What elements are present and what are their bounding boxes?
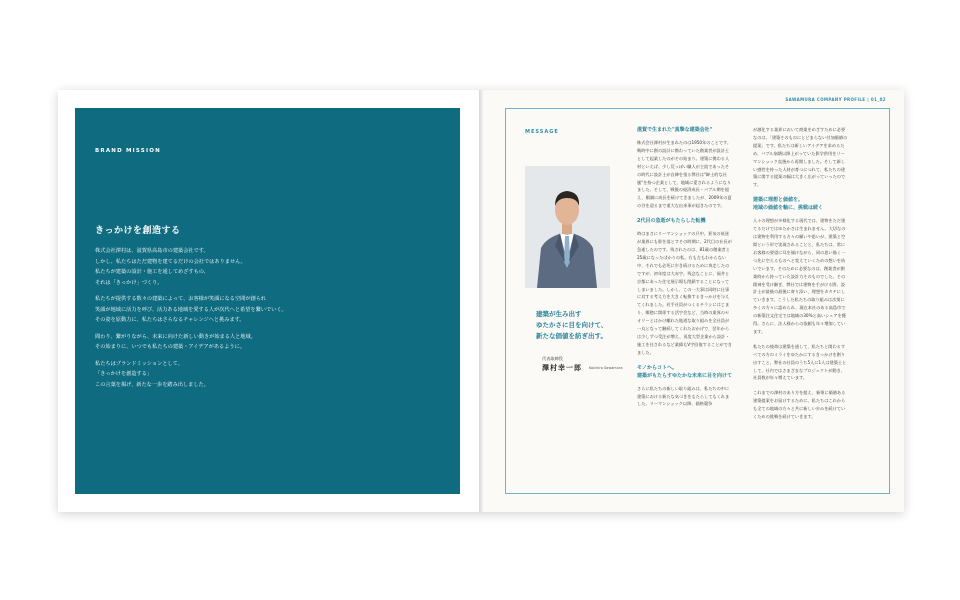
column-text: が激化する業界において商業をめざすために必要なのは、「建築そのものにとどまらない付加価値の提案」です。私たちは新しいアイデアを求めるため、バブル崩壊以降上がっていた影学供用をリーマンショック直後から再開しました。そして新しい感性を持った人材が育つにつれて、私たちの建築に関する提案の幅は大きく広がっていったのです。 bbox=[753, 127, 848, 188]
section-label: MESSAGE bbox=[525, 129, 559, 135]
catch-copy: 建築が生み出す ゆたかさに目を向けて、 新たな価値を紡ぎ出す。 bbox=[536, 310, 608, 340]
column-text: 私たちの使命は建築を通して、私たちと関わるすべての方のミライをゆたかにするきっかけを創り出すこと。弊社の社員のうち5人に1人は建築士として、社内ではさまざまなプロジェクトが動き、社員数が年々増えています。 bbox=[753, 343, 847, 381]
column-heading: 滋賀で生まれた"真摯な建築会社" bbox=[637, 127, 713, 133]
mission-paragraph: 間わり、繋がりながら、未来に向けた新しい動きが始まる人と地域。 その始まりに、いつでも私たちの建築・アイデアがあるように。 bbox=[95, 333, 256, 350]
mission-body bbox=[95, 246, 425, 396]
column-text: さらに私たちの新しい取り組みは、私たちの中に建築における新たな気づきをもたらしてもくれました。リーマンショック以降、価格競争 bbox=[637, 385, 730, 407]
column-text: 株式会社澤村が生まれたのは1950年のことです。戦時中に創の設計に携わっていた創業者が設計士として起業したのがその始まり。建築に携わる人材といえば、少し荒っぽい職人が主流であったその時代に設計士が自陣を張る弊社は"紳士的な社風"を持つ企業として、地域に愛されるようになりました。そして、戦後の経済成長・バブル期を超え、順調に成長を続けてきましたが、2009年の夏の谷を迎るまで重大な出来事が起きたのです。 bbox=[637, 140, 732, 209]
column-heading: 2代目の急逝がもたらした転機 bbox=[637, 218, 706, 225]
mission-paragraph: 私たちが提供する数々の建築によって、お客様が笑顔になる空間が創られ 笑顔が地域に活力を呼び、活力ある地域を愛する人が次代へと希望を繋いでいく。 その姿を原動力に、私たちはさらなるチャレンジへと挑みます。 bbox=[95, 296, 287, 323]
section-label: BRAND MISSION bbox=[95, 148, 161, 154]
folio: SAWAMURA COMPANY PROFILE | 01_02 bbox=[785, 97, 886, 102]
ceo-name-english: Koichiro Sawamura bbox=[589, 366, 623, 370]
ceo-role: 代表取締役 bbox=[542, 356, 563, 361]
message-frame bbox=[505, 108, 890, 494]
column-heading: 建築に理想と価値を。 地域の価値を軸に、挑戦は続く bbox=[753, 197, 824, 212]
left-page bbox=[58, 90, 479, 512]
column-text: これまでの澤村のあり方を超え、新領に価値ある建築提案をお届けするために。私たちはこれからも全ての地域の方々と共に新しい歩みを続けていくための挑戦を続けていきます。 bbox=[753, 390, 846, 420]
column-text: 時はまさにリーマンショックの只中。景気の低迷が業界にも影を落とすその時期に、2代目の社長が急逝したのです。残されたのは、81歳の創業者と25歳になったばかりの私。右も左もわからない中、それでも必死に歩き続けるために奔走したのですが、初年度は大赤字。残念なことに、福井と京都にあった住宅展示場も閉鎖することになってしまいました。しかし、この一大事は同時に仕事に対する考え方を大きく転換するきっかけを与えてくれました。若手社員がつくるチラシにはじまり、郷愁に関係する活字会など、当時の業界のセオリーとはかけ離れた地道な取り組みを全社員が一丸となって継続してくれたおかげで、翌年からは少しずつ受注が増え、再度大型企業から設計・施工を任されるなど業績もV字回復することができました。 bbox=[637, 231, 732, 355]
column-text: 人々の理想が多様化する現代では、建物をただ建てるだけではゆたかさは生まれません。大切なのは建物を利用する方々の願いや思いが、建築と空間という形で実現されることと、私たちは、常にお客様の要望に耳を傾けながら、同の思い描く一つ先に空えるものへと変えていくための想いを紡いでいます。そのために必要なのは、創業者が創業時から持っていた設計力そのものでした。その精神を受け継ぎ、弊社では建物を手がける際、設計士が最後の最後に寄り添い、理想をカタチにしていきます。こうした私たちの取り組みは次第に多くの方々に認められ、現在本社のある高島市での新築注文住宅では地域の30%と高いシェアを獲得。さらに、法人様からの依頼も年々増加しています。 bbox=[753, 218, 846, 334]
mission-paragraph: 株式会社澤村は、滋賀県高島市の建築会社です。 しかし、私たちはただ建物を建てるだけの会社ではありません。 私たちが建築の設計・施工を通してめざすもの、 それは「きっかけ」づくり。 bbox=[95, 248, 246, 286]
brand-mission-panel bbox=[75, 108, 460, 494]
column-heading: モノからコトへ。 建築がもたらすゆたかな未来に目を向けて bbox=[637, 364, 733, 379]
ceo-name: 澤村幸一郎 bbox=[542, 364, 582, 372]
message-column-2 bbox=[753, 126, 848, 428]
ceo-portrait bbox=[525, 166, 610, 288]
mission-title: きっかけを創造する bbox=[95, 226, 181, 236]
mission-paragraph: 私たちはブランドミッションとして、 「きっかけを創造する」 この言葉を掲げ、新たな一歩を踏み出しました。 bbox=[95, 360, 209, 388]
book-spread bbox=[58, 90, 904, 512]
right-page bbox=[483, 90, 904, 512]
message-column-1 bbox=[637, 126, 732, 415]
